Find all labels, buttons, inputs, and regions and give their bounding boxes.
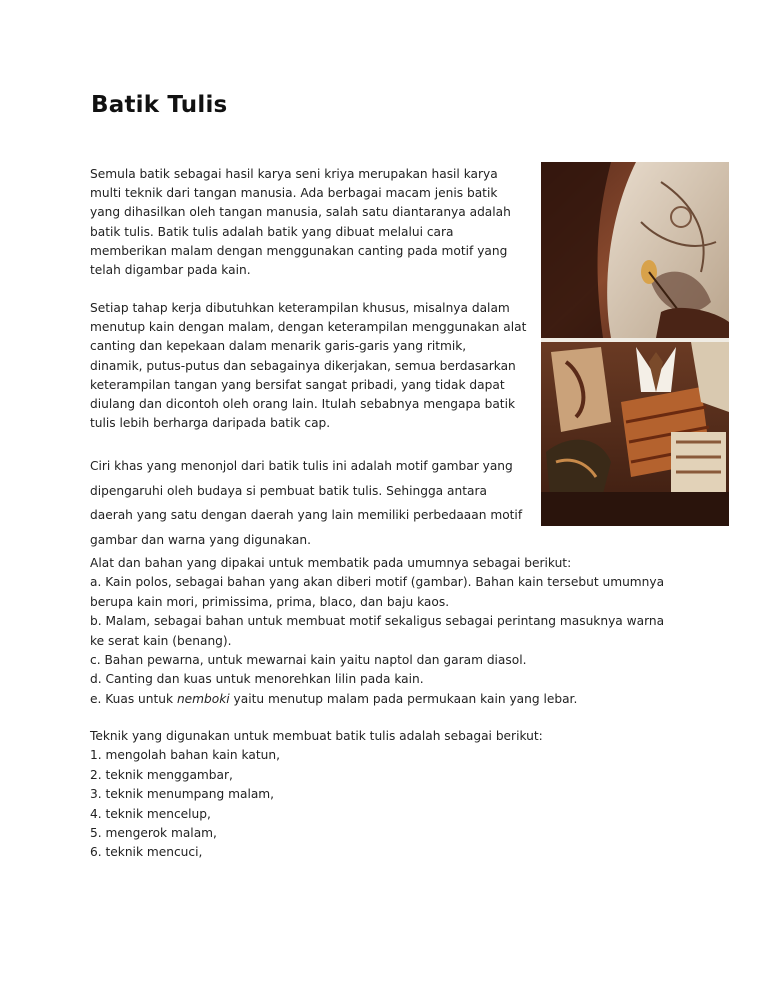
list-item: 4. teknik mencelup, (90, 806, 211, 821)
text-line: canting dan kepekaan dalam menarik garis-garis yang ritmik, (90, 339, 467, 354)
page-title: Batik Tulis (91, 92, 228, 118)
materials-section (90, 554, 680, 709)
text-line: daerah yang satu dengan daerah yang lain memiliki perbedaaan motif (90, 508, 523, 522)
text-line: batik tulis. Batik tulis adalah batik yang dibuat melalui cara (90, 224, 454, 239)
text-line: Ciri khas yang menonjol dari batik tulis ini adalah motif gambar yang (90, 459, 513, 473)
text-line: telah digambar pada kain. (90, 263, 251, 278)
text-line: gambar dan warna yang digunakan. (90, 532, 311, 547)
text-line: menutup kain dengan malam, dengan keterampilan menggunakan alat (90, 320, 527, 335)
text-line: memberikan malam dengan menggunakan canting pada motif yang (90, 243, 508, 258)
text-line: tulis lebih berharga daripada batik cap. (90, 416, 331, 431)
paragraph-intro (90, 165, 535, 280)
list-item: 6. teknik mencuci, (90, 845, 203, 860)
text-line: Semula batik sebagai hasil karya seni kriya merupakan hasil karya (90, 167, 498, 181)
list-item (90, 690, 680, 709)
text-line: Setiap tahap kerja dibutuhkan keterampilan khusus, misalnya dalam (90, 301, 510, 315)
batik-photo (541, 162, 729, 526)
batik-photo-illustration (541, 162, 729, 526)
text-line: yang dihasilkan oleh tangan manusia, salah satu diantaranya adalah (90, 205, 511, 220)
text-line: dinamik, putus-putus dan sebagainya dikerjakan, semua berdasarkan (90, 358, 516, 373)
list-item-prefix: e. Kuas untuk (90, 691, 177, 706)
list-item: d. Canting dan kuas untuk menorehkan lilin pada kain. (90, 672, 424, 687)
materials-intro: Alat dan bahan yang dipakai untuk membatik pada umumnya sebagai berikut: (90, 556, 572, 570)
list-item: 3. teknik menumpang malam, (90, 787, 275, 802)
list-item: 5. mengerok malam, (90, 826, 217, 841)
list-item: berupa kain mori, primissima, prima, blaco, dan baju kaos. (90, 594, 450, 609)
list-item: 1. mengolah bahan kain katun, (90, 748, 280, 763)
paragraph-skills (90, 299, 535, 433)
techniques-section (90, 727, 680, 863)
list-item: a. Kain polos, sebagai bahan yang akan diberi motif (gambar). Bahan kain tersebut umumnya (90, 575, 665, 590)
text-line: dipengaruhi oleh budaya si pembuat batik tulis. Sehingga antara (90, 483, 487, 498)
italic-term: nemboki (176, 691, 230, 706)
list-item: b. Malam, sebagai bahan untuk membuat motif sekaligus sebagai perintang masuknya warna (90, 614, 665, 629)
list-item: ke serat kain (benang). (90, 633, 232, 648)
text-line: keterampilan tangan yang bersifat sangat pribadi, yang tidak dapat (90, 377, 505, 392)
text-line: diulang dan dicontoh oleh orang lain. Itulah sebabnya mengapa batik (90, 397, 516, 412)
list-item: 2. teknik menggambar, (90, 767, 233, 782)
techniques-intro: Teknik yang digunakan untuk membuat batik tulis adalah sebagai berikut: (90, 729, 543, 743)
list-item-suffix: yaitu menutup malam pada permukaan kain yang lebar. (229, 691, 578, 706)
paragraph-characteristics (90, 454, 535, 552)
list-item: c. Bahan pewarna, untuk mewarnai kain yaitu naptol dan garam diasol. (90, 653, 527, 668)
text-line: multi teknik dari tangan manusia. Ada berbagai macam jenis batik (90, 186, 498, 201)
